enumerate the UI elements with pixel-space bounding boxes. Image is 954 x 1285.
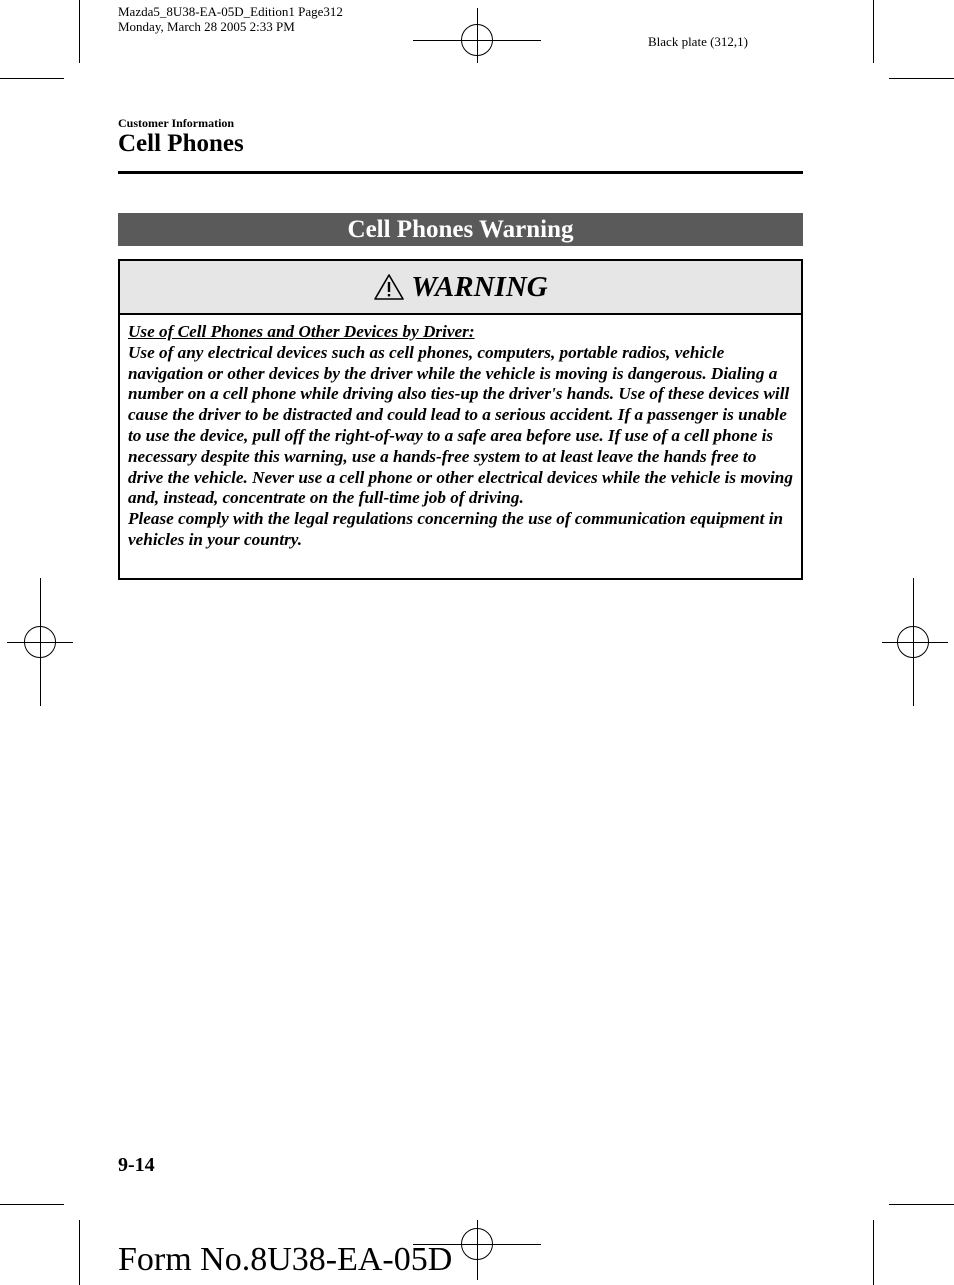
page-title: Cell Phones [118, 130, 244, 157]
warning-header [120, 261, 801, 315]
warning-paragraph-1: Use of any electrical devices such as cell phones, computers, portable radios, vehicle navigation or other devices by the driver while the vehicle is moving is dangerous. Dialing a number on a cell phone while driving also ties-up the driver's hands. Use of these devices will cause the driver to be distracted and could lead to a serious accident. If a passenger is unable to use the device, pull off the right-of-way to a safe area before use. If use of a cell phone is necessary despite this warning, use a hands-free system to at least leave the hands free to drive the vehicle. Never use a cell phone or other electrical devices while the vehicle is moving and, instead, concentrate on the full-time job of driving. [128, 342, 793, 508]
section-label: Customer Information [118, 116, 235, 130]
warning-paragraph-2: Please comply with the legal regulations concerning the use of communication equipment in vehicles in your country. [128, 509, 784, 549]
print-info-line1: Mazda5_8U38-EA-05D_Edition1 Page312 [118, 4, 343, 19]
print-info [118, 4, 343, 34]
warning-box [118, 259, 803, 580]
title-rule [118, 171, 803, 174]
print-info-line2: Monday, March 28 2005 2:33 PM [118, 19, 295, 34]
warning-triangle-icon [373, 273, 405, 301]
warning-heading: WARNING [411, 270, 548, 303]
page-number: 9-14 [118, 1154, 155, 1176]
warning-subheading: Use of Cell Phones and Other Devices by Driver: [128, 322, 475, 341]
warning-body [120, 315, 801, 551]
plate-info: Black plate (312,1) [648, 34, 748, 49]
section-band-title: Cell Phones Warning [118, 213, 803, 246]
form-number: Form No.8U38-EA-05D [118, 1241, 453, 1278]
